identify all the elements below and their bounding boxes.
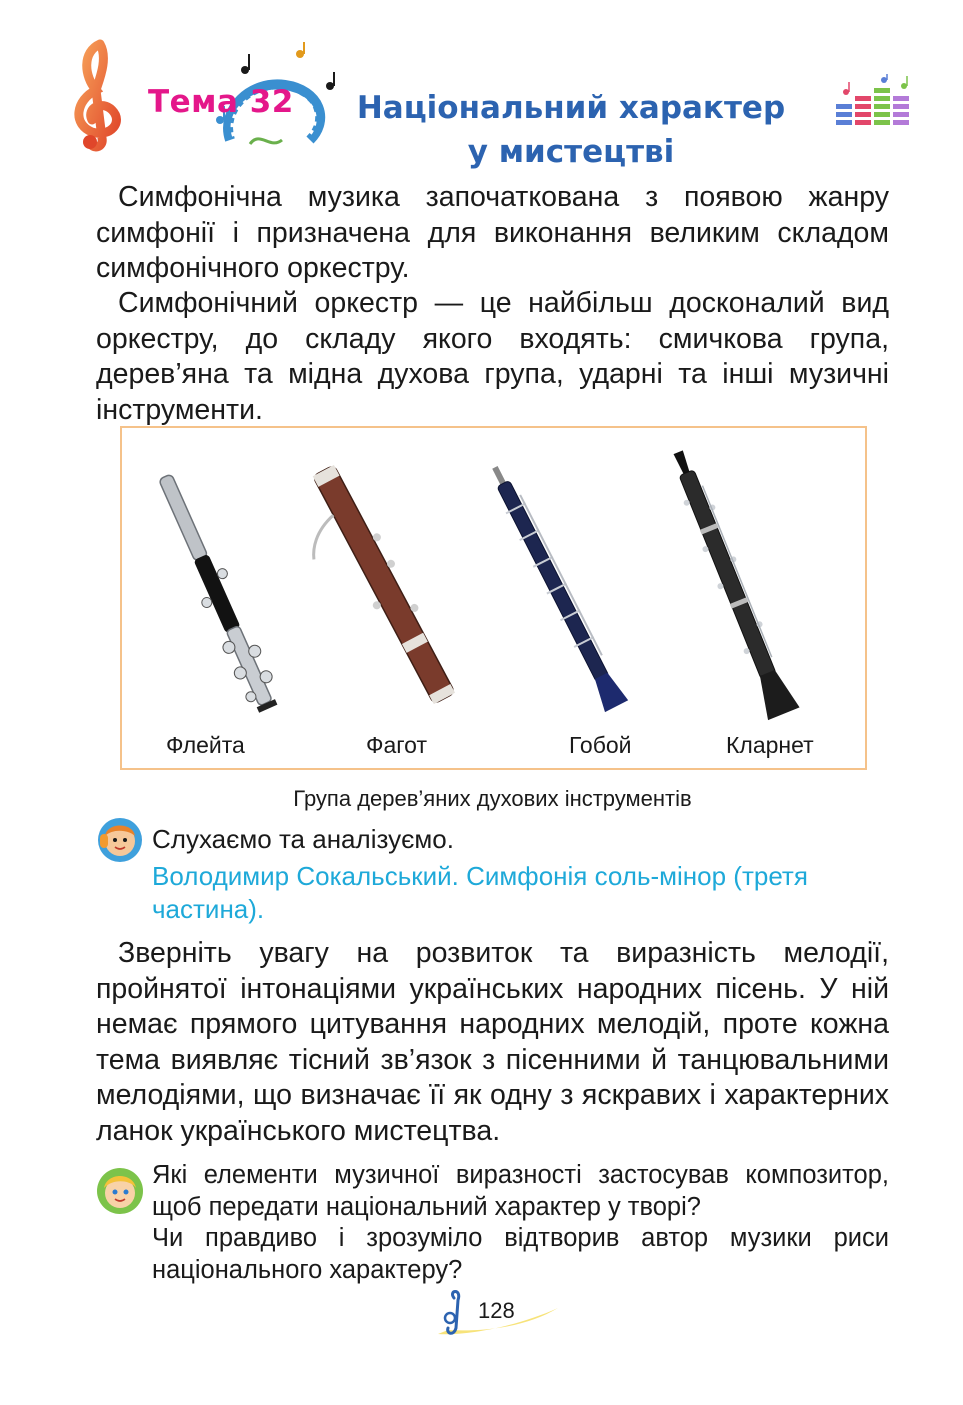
clarinet-image <box>636 442 826 724</box>
instrument-label-oboe: Гобой <box>569 732 632 758</box>
listen-work-title: Володимир Сокальський. Симфонія соль-мінор (третя частина). <box>152 861 808 924</box>
listening-child-icon <box>95 816 145 864</box>
treble-clef-icon <box>62 38 132 154</box>
page-title-line1: Національний характер <box>356 90 786 126</box>
bassoon-image <box>268 460 498 710</box>
page-title-line2: у мистецтві <box>467 134 675 170</box>
paragraph-2: Симфонічний оркестр — це найбільш досконалий вид оркестру, до складу якого входять: смичкова група, дерев’яна та мідна духова група, ударні та інші музичні інструменти. <box>96 287 889 426</box>
question-1: Які елементи музичної виразності застосував композитор, щоб передати національний характер у творі? <box>152 1161 889 1221</box>
instrument-label-clarinet: Кларнет <box>726 732 814 758</box>
question-2: Чи правдиво і зрозуміло відтворив автор музики риси національного характеру? <box>152 1224 889 1284</box>
page-title <box>346 86 796 174</box>
equalizer-icon <box>834 74 914 128</box>
figure-caption: Група дерев’яних духових інструментів <box>293 786 692 811</box>
instrument-label-bassoon: Фагот <box>366 732 427 758</box>
instrument-label-flute: Флейта <box>166 732 245 758</box>
topic-number: Тема 32 <box>148 84 294 120</box>
page-number: 128 <box>478 1298 515 1323</box>
questions <box>152 1160 889 1286</box>
listen-label: Слухаємо та аналізуємо. <box>152 824 454 854</box>
oboe-image <box>468 458 648 720</box>
flute-image <box>150 458 280 720</box>
thinking-child-icon <box>95 1166 145 1216</box>
paragraph-3: Зверніть увагу на розвиток та виразність мелодії, пройнятої інтонаціями українських народних пісень. У ній немає прямого цитування народних мелодій, проте кожна тема виявляє тісний зв’язок з пісенними й танцювальними мелодіями, що визначає її як одну з яскравих і характерних ланок українського мистецтва. <box>96 937 889 1147</box>
paragraph-1: Симфонічна музика започаткована з появою жанру симфонії і призначена для виконання великим складом симфонічного оркестру. <box>96 181 889 284</box>
